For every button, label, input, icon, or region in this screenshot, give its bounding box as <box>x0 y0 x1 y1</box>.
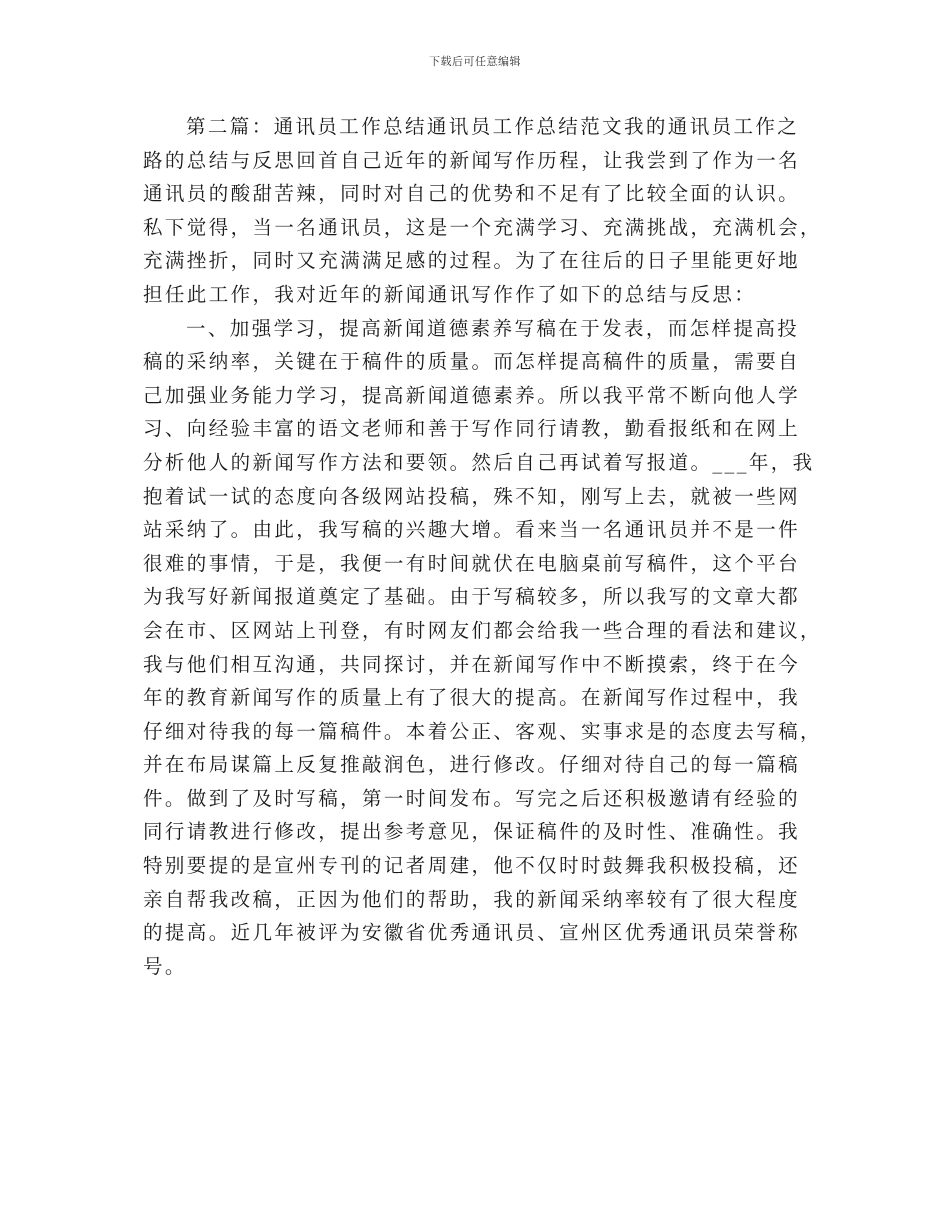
paragraph-line: 我与他们相互沟通，共同探讨，并在新闻写作中不断摸索，终于在今 <box>143 652 801 676</box>
paragraph-line: 仔细对待我的每一篇稿件。本着公正、客观、实事求是的态度去写稿， <box>143 719 822 743</box>
document-body <box>143 110 822 983</box>
paragraph-line: 会在市、区网站上刊登，有时网友们都会给我一些合理的看法和建议， <box>143 618 822 642</box>
paragraph-line: 为我写好新闻报道奠定了基础。由于写稿较多，所以我写的文章大都 <box>143 585 801 609</box>
paragraph-line: 路的总结与反思回首自己近年的新闻写作历程，让我尝到了作为一名 <box>143 148 801 172</box>
paragraph-line: 亲自帮我改稿，正因为他们的帮助，我的新闻采纳率较有了很大程度 <box>143 887 801 911</box>
paragraph-line: 习、向经验丰富的语文老师和善于写作同行请教，勤看报纸和在网上 <box>143 417 801 441</box>
paragraph-line: 私下觉得，当一名通讯员，这是一个充满学习、充满挑战，充满机会， <box>143 215 822 239</box>
paragraph-line: 稿的采纳率，关键在于稿件的质量。而怎样提高稿件的质量，需要自 <box>143 350 801 374</box>
paragraph-line: 号。 <box>143 954 187 978</box>
paragraph-line: 特别要提的是宣州专刊的记者周建，他不仅时时鼓舞我积极投稿，还 <box>143 854 801 878</box>
paragraph-line: 很难的事情，于是，我便一有时间就伏在电脑桌前写稿件，这个平台 <box>143 551 801 575</box>
page-header: 下载后可任意编辑 <box>429 55 521 68</box>
paragraph-line: 通讯员的酸甜苦辣，同时对自己的优势和不足有了比较全面的认识。 <box>143 182 801 206</box>
paragraph-line: 并在布局谋篇上反复推敲润色，进行修改。仔细对待自己的每一篇稿 <box>143 753 801 777</box>
paragraph-line: 站采纳了。由此，我写稿的兴趣大增。看来当一名通讯员并不是一件 <box>143 518 801 542</box>
paragraph-line: 担任此工作，我对近年的新闻通讯写作作了如下的总结与反思： <box>143 282 757 306</box>
paragraph-line: 件。做到了及时写稿，第一时间发布。写完之后还积极邀请有经验的 <box>143 786 801 810</box>
paragraph-line: 年的教育新闻写作的质量上有了很大的提高。在新闻写作过程中，我 <box>143 686 801 710</box>
paragraph-line: 一、加强学习，提高新闻道德素养写稿在于发表，而怎样提高投 <box>186 316 800 340</box>
paragraph-line: 同行请教进行修改，提出参考意见，保证稿件的及时性、准确性。我 <box>143 820 801 844</box>
paragraph-line: 的提高。近几年被评为安徽省优秀通讯员、宣州区优秀通讯员荣誉称 <box>143 921 801 945</box>
paragraph-line: 充满挫折，同时又充满满足感的过程。为了在往后的日子里能更好地 <box>143 249 801 273</box>
paragraph-line: 分析他人的新闻写作方法和要领。然后自己再试着写报道。___年，我 <box>143 450 815 474</box>
paragraph-line: 己加强业务能力学习，提高新闻道德素养。所以我平常不断向他人学 <box>143 383 801 407</box>
paragraph-line: 第二篇：通讯员工作总结通讯员工作总结范文我的通讯员工作之 <box>186 115 800 138</box>
paragraph-line: 抱着试一试的态度向各级网站投稿，殊不知，刚写上去，就被一些网 <box>143 484 801 508</box>
